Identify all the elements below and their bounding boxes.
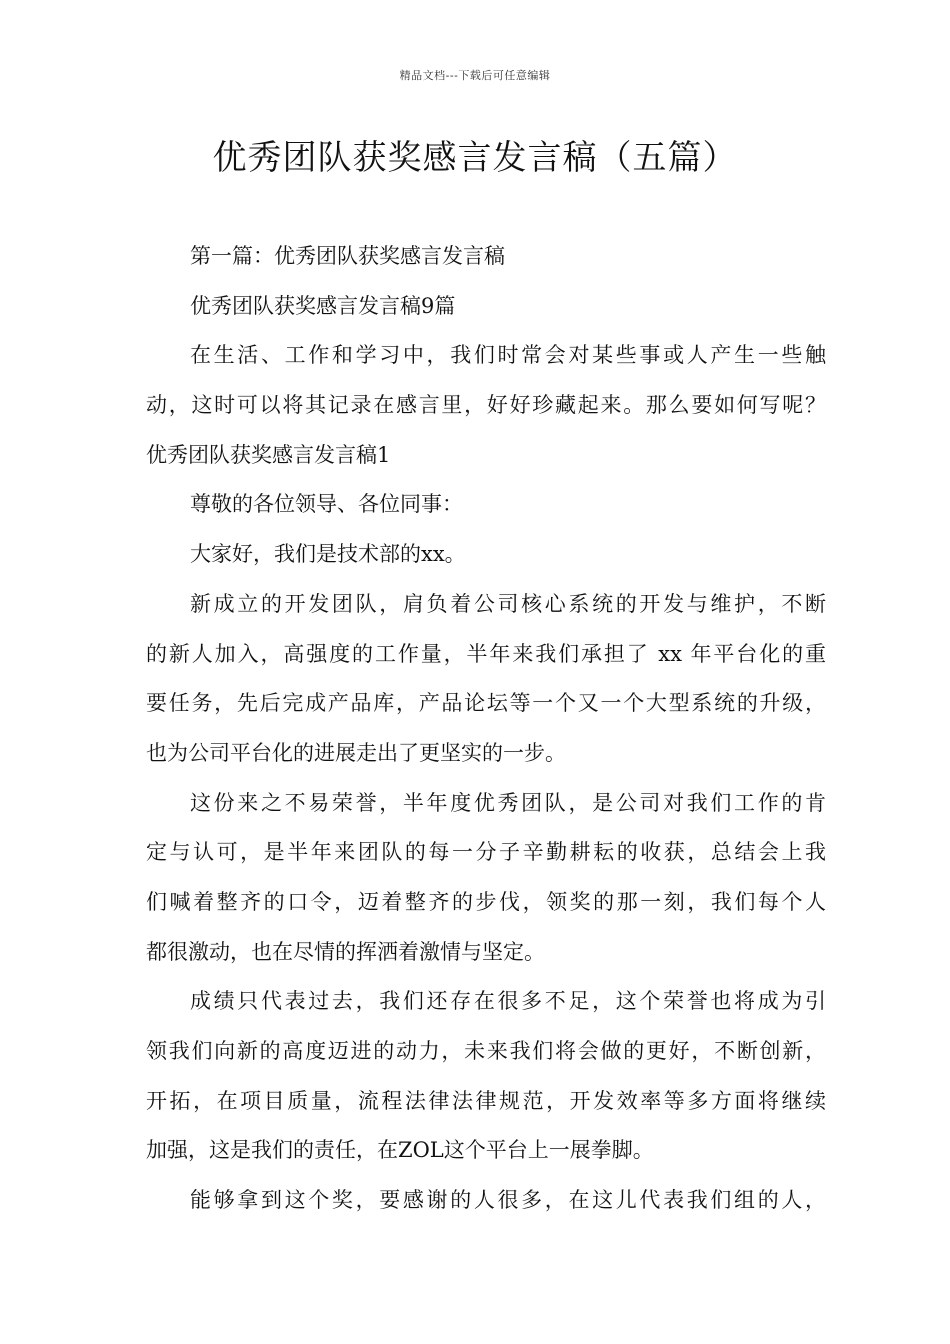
paragraph-line: 成绩只代表过去，我们还存在很多不足，这个荣誉也将成为引 xyxy=(190,989,826,1014)
paragraph-line: 们喊着整齐的口令，迈着整齐的步伐，领奖的那一刻，我们每个人 xyxy=(146,889,826,914)
paragraph-line: 优秀团队获奖感言发言稿1 xyxy=(146,442,391,467)
paragraph-line: 大家好，我们是技术部的xx。 xyxy=(190,542,466,567)
paragraph-line: 的新人加入，高强度的工作量，半年来我们承担了 xx 年平台化的重 xyxy=(146,641,826,666)
section-heading: 第一篇：优秀团队获奖感言发言稿 xyxy=(190,244,505,268)
paragraph-line: 都很激动，也在尽情的挥洒着激情与坚定。 xyxy=(146,939,545,964)
paragraph-line: 动，这时可以将其记录在感言里，好好珍藏起来。那么要如何写呢？ xyxy=(146,393,826,418)
page-header-note: 精品文档---下载后可任意编辑 xyxy=(399,69,551,82)
paragraph-line: 新成立的开发团队，肩负着公司核心系统的开发与维护，不断 xyxy=(190,591,826,616)
paragraph-line: 这份来之不易荣誉，半年度优秀团队，是公司对我们工作的肯 xyxy=(190,790,826,815)
paragraph-line: 要任务，先后完成产品库，产品论坛等一个又一个大型系统的升级， xyxy=(146,691,826,716)
paragraph-line: 开拓，在项目质量，流程法律法律规范，开发效率等多方面将继续 xyxy=(146,1088,826,1113)
paragraph-line: 也为公司平台化的进展走出了更坚实的一步。 xyxy=(146,740,566,765)
paragraph-line: 定与认可，是半年来团队的每一分子辛勤耕耘的收获，总结会上我 xyxy=(146,840,826,865)
subsection-heading: 优秀团队获奖感言发言稿9篇 xyxy=(190,293,456,318)
paragraph-line: 能够拿到这个奖，要感谢的人很多，在这儿代表我们组的人， xyxy=(190,1188,826,1213)
paragraph-line: 加强，这是我们的责任，在ZOL这个平台上一展拳脚。 xyxy=(146,1138,654,1163)
document-body xyxy=(146,232,826,1226)
paragraph-line: 在生活、工作和学习中，我们时常会对某些事或人产生一些触 xyxy=(190,343,826,368)
paragraph-line: 领我们向新的高度迈进的动力，未来我们将会做的更好，不断创新， xyxy=(146,1039,826,1063)
paragraph-line: 尊敬的各位领导、各位同事： xyxy=(190,492,463,517)
document-title: 优秀团队获奖感言发言稿（五篇） xyxy=(212,138,738,178)
